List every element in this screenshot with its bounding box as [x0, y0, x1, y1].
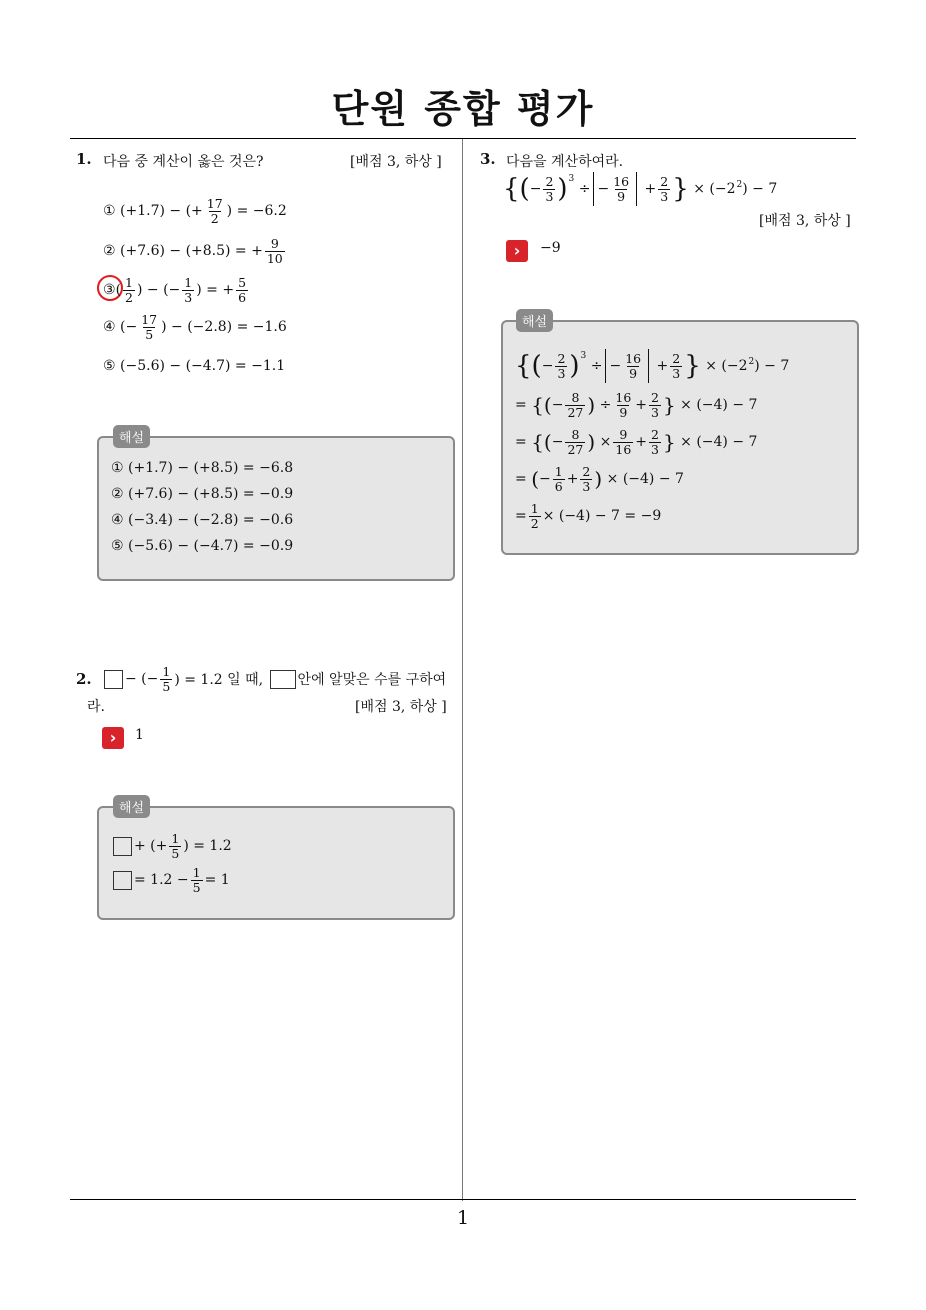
explanation-line: ④ (−3.4) − (−2.8) = −0.6	[111, 512, 294, 528]
explanation-part: × (−4) − 7	[606, 471, 684, 487]
question-number: 1.	[76, 150, 92, 168]
question-expression: { ( − $\frac{2}{3}$ ) 3 ÷ − $\frac{16}{9}$ + $\frac{2}{3}$ } × (−2 2 ) − 7	[503, 173, 778, 204]
answer-value: −9	[540, 240, 561, 256]
explanation-box	[97, 436, 455, 581]
option-text: (−	[120, 319, 138, 335]
option-text-tail: ) = −6.2	[226, 203, 287, 219]
explanation-part: = 1.2 −	[134, 872, 189, 888]
page-number: 1	[456, 1207, 470, 1229]
fraction: $\frac{1}{5}$	[171, 830, 180, 861]
fraction: $\frac{2}{3}$	[557, 350, 566, 381]
expression-part: ) − 7	[754, 358, 790, 374]
expression-part: × (−2	[705, 358, 748, 374]
explanation-box	[501, 320, 859, 555]
fraction: $\frac{17}{2}$	[206, 195, 223, 226]
fraction: $\frac{16}{9}$	[613, 173, 630, 204]
score-label: [배점 3, 하상 ]	[355, 699, 447, 715]
fraction: $\frac{1}{2}$	[125, 274, 133, 305]
explanation-line: = { ( − $\frac{8}{27}$ ) × $\frac{9}{16}$ + $\frac{2}{3}$ } × (−4) − 7	[515, 426, 758, 457]
option-mark: ④	[103, 319, 116, 335]
option-1[interactable]	[103, 192, 287, 230]
fraction: $\frac{17}{5}$	[141, 311, 158, 342]
explanation-line: = { ( − $\frac{8}{27}$ ) ÷ $\frac{16}{9}$ + $\frac{2}{3}$ } × (−4) − 7	[515, 389, 758, 420]
fraction: $\frac{1}{6}$	[554, 463, 563, 494]
option-mark: ⑤	[103, 358, 116, 374]
explanation-line: ① (+1.7) − (+8.5) = −6.8	[111, 460, 294, 476]
blank-box	[104, 670, 123, 689]
column-divider	[462, 139, 463, 1201]
option-2[interactable]	[103, 232, 287, 270]
option-text: (+1.7) − (+	[120, 203, 203, 219]
explanation-part: × (−4) − 7	[680, 397, 758, 413]
explanation-part: × (−4) − 7	[680, 434, 758, 450]
explanation-part: × (−4) − 7 = −9	[542, 508, 662, 524]
explanation-line	[111, 828, 232, 864]
option-4[interactable]	[103, 308, 287, 346]
fraction: $\frac{2}{3}$	[582, 463, 591, 494]
fraction: $\frac{2}{3}$	[545, 173, 554, 204]
explanation-part: ) = 1.2	[183, 838, 232, 854]
option-text-tail: ) − (−2.8) = −1.6	[161, 319, 287, 335]
exponent: 2	[748, 357, 755, 367]
fraction: $\frac{9}{10}$	[266, 235, 283, 266]
option-mark: ①	[103, 203, 116, 219]
explanation-part: + (+	[134, 838, 168, 854]
operator: ÷	[578, 181, 591, 197]
expression-part: ) − 7	[742, 181, 778, 197]
question-text	[102, 660, 446, 698]
bottom-rule	[70, 1199, 856, 1200]
fraction: $\frac{8}{27}$	[567, 389, 584, 420]
blank-box	[113, 837, 132, 856]
option-text: (+7.6) − (+8.5) = +	[120, 243, 263, 259]
question-text-line2: 라.	[87, 699, 105, 715]
fraction: $\frac{2}{3}$	[651, 426, 659, 457]
fraction: $\frac{5}{6}$	[238, 274, 247, 305]
fraction: $\frac{1}{3}$	[184, 274, 193, 305]
explanation-tag: 해설	[113, 425, 150, 448]
fraction: $\frac{1}{5}$	[162, 663, 171, 694]
explanation-tag: 해설	[516, 309, 553, 332]
blank-box	[113, 871, 132, 890]
option-mark: ③	[103, 282, 116, 298]
option-text: (−5.6) − (−4.7) = −1.1	[120, 358, 286, 374]
question-text-part: ) = 1.2 일 때,	[174, 672, 264, 688]
question-number: 3.	[480, 150, 496, 168]
question-text-part: 안에 알맞은 수를 구하여	[297, 672, 447, 688]
chevron-right-icon: ›	[102, 727, 124, 749]
fraction: $\frac{9}{16}$	[615, 426, 632, 457]
expression-part: × (−2	[693, 181, 736, 197]
fraction: $\frac{16}{9}$	[625, 350, 642, 381]
explanation-line: = ( − $\frac{1}{6}$ + $\frac{2}{3}$ ) × (−4) − 7	[515, 463, 684, 494]
fraction: $\frac{8}{27}$	[567, 426, 584, 457]
explanation-line: ⑤ (−5.6) − (−4.7) = −0.9	[111, 538, 294, 554]
answer-value: 1	[135, 727, 144, 743]
question-text: 다음 중 계산이 옳은 것은?	[103, 154, 264, 170]
explanation-part: = 1	[204, 872, 230, 888]
top-rule	[70, 138, 856, 139]
score-label: [배점 3, 하상 ]	[759, 213, 851, 229]
fraction: $\frac{2}{3}$	[660, 173, 669, 204]
explanation-tag: 해설	[113, 795, 150, 818]
exponent: 2	[736, 180, 743, 190]
operator: ÷	[590, 358, 603, 374]
explanation-line	[111, 862, 230, 898]
option-text: ) − (−	[136, 282, 181, 298]
page-title: 단원 종합 평가	[331, 87, 595, 131]
explanation-line: = $\frac{1}{2}$ × (−4) − 7 = −9	[515, 500, 662, 531]
chevron-right-icon: ›	[506, 240, 528, 262]
exponent: 3	[568, 174, 575, 184]
explanation-box	[97, 806, 455, 920]
option-mark: ②	[103, 243, 116, 259]
option-text: ) = +	[196, 282, 235, 298]
fraction: $\frac{1}{5}$	[192, 864, 201, 895]
question-text: 다음을 계산하여라.	[506, 154, 624, 170]
question-text-part: − (−	[125, 671, 159, 687]
option-3[interactable]	[103, 271, 250, 309]
option-text: (	[115, 282, 122, 298]
fraction: $\frac{2}{3}$	[672, 350, 681, 381]
option-5[interactable]	[103, 356, 285, 376]
score-label: [배점 3, 하상 ]	[350, 154, 442, 170]
question-number: 2.	[76, 670, 92, 688]
fraction: $\frac{2}{3}$	[651, 389, 659, 420]
exponent: 3	[580, 351, 587, 361]
fraction: $\frac{16}{9}$	[615, 389, 632, 420]
explanation-line: ② (+7.6) − (+8.5) = −0.9	[111, 486, 294, 502]
fraction: $\frac{1}{2}$	[530, 500, 539, 531]
explanation-line: { ( − $\frac{2}{3}$ ) 3 ÷ − $\frac{16}{9}$ + $\frac{2}{3}$ } × (−2 2 ) − 7	[515, 350, 790, 381]
blank-box	[270, 670, 296, 689]
